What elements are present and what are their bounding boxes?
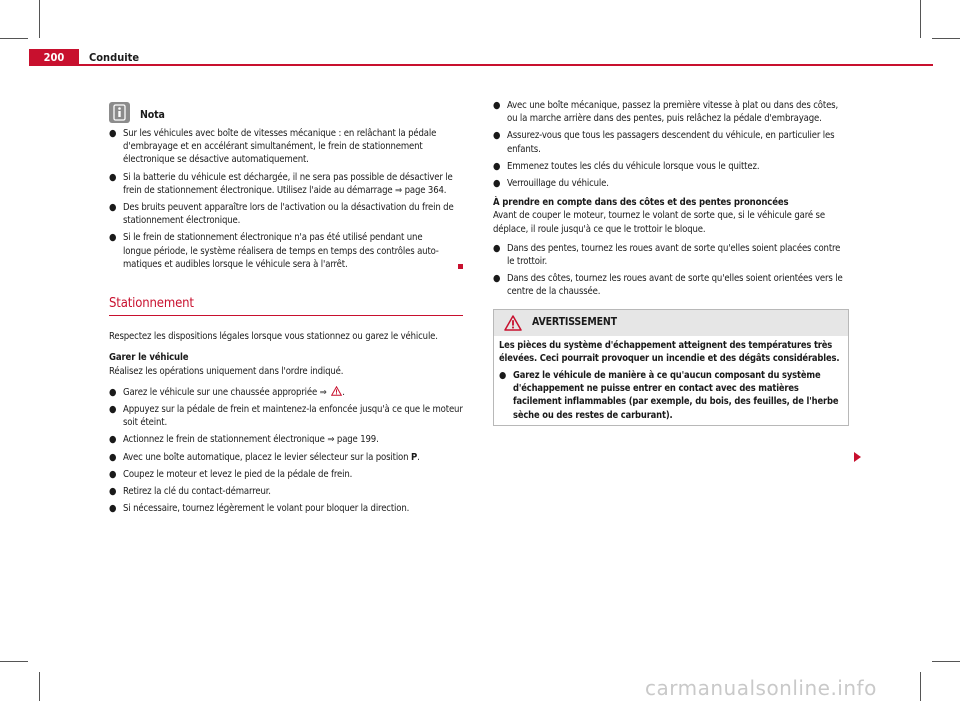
bullet: ● <box>493 273 501 285</box>
right-item-2: Assurez-vous que tous les passagers descendent du véhicule, en particulier les enfants. <box>507 130 835 155</box>
step-2: Appuyez sur la pédale de frein et maintenez-la enfoncée jusqu'à ce que le moteur soit éteint. <box>123 404 463 429</box>
list-item <box>109 403 463 429</box>
step-4-position: P <box>410 451 418 463</box>
continue-arrow-icon <box>854 452 861 462</box>
bullet: ● <box>109 386 117 398</box>
warning-body <box>494 336 848 425</box>
crop-mark <box>920 0 921 38</box>
bullet: ● <box>109 468 117 480</box>
nota-item-4: Si le frein de stationnement électronique n'a pas été utilisé pendant une longue période, le système réalisera de temps en temps des contrôles automatiques et audibles lorsque le véhicule sera à l'arrêt. <box>123 232 439 270</box>
bullet: ● <box>493 242 501 254</box>
step-1: Garez le véhicule sur une chaussée appropriée ⇒ <box>123 386 327 398</box>
bullet: ● <box>109 404 117 416</box>
crop-mark <box>932 661 960 662</box>
step-3: Actionnez le frein de stationnement électronique ⇒ page 199. <box>123 434 379 446</box>
list-item <box>493 129 849 155</box>
bullet: ● <box>109 434 117 446</box>
warning-triangle-icon <box>504 315 522 331</box>
warning-text: Les pièces du système d'échappement atteignent des températures très élevées. Ceci pourrait provoquer un incendie et des dégâts considérables. <box>499 339 840 364</box>
crop-mark <box>932 38 960 39</box>
right-column <box>493 99 849 426</box>
list-item <box>493 99 849 125</box>
header-rule <box>79 64 933 66</box>
left-column <box>109 100 463 519</box>
list-item <box>109 201 463 227</box>
crop-mark <box>0 661 28 662</box>
page-number: 200 <box>43 51 65 64</box>
slope-intro: Avant de couper le moteur, tournez le volant de sorte que, si le véhicule garé se déplace, il roule jusqu'à ce que le trottoir le bloque. <box>493 210 825 235</box>
subhead-intro: Réalisez les opérations uniquement dans l'ordre indiqué. <box>109 365 344 377</box>
slope-item-1: Dans des pentes, tournez les roues avant de sorte qu'elles soient placées contre le trottoir. <box>507 242 841 268</box>
list-item <box>493 160 849 173</box>
section-intro: Respectez les dispositions légales lorsque vous stationnez ou garez le véhicule. <box>109 331 438 343</box>
running-title: Conduite <box>89 51 140 64</box>
crop-mark <box>920 672 921 701</box>
slope-subhead: À prendre en compte dans des côtes et des pentes prononcées <box>493 197 789 209</box>
list-item <box>493 177 849 190</box>
list-item <box>109 433 463 446</box>
step-6: Retirez la clé du contact-démarreur. <box>123 486 271 498</box>
bullet: ● <box>493 160 501 172</box>
list-item <box>109 468 463 481</box>
bullet: ● <box>109 503 117 515</box>
bullet: ● <box>109 202 117 214</box>
end-marker <box>458 264 463 269</box>
bullet: ● <box>499 370 507 382</box>
list-item <box>109 502 463 515</box>
nota-item-2: Si la batterie du véhicule est déchargée, il ne sera pas possible de désactiver le frein de stationnement électronique. Utilisez l'aide au démarrage ⇒ page 364. <box>123 171 453 196</box>
bullet: ● <box>109 171 117 183</box>
slope-item-2: Dans des côtes, tournez les roues avant de sorte qu'elles soient orientées vers le centre de la chaussée. <box>507 273 843 298</box>
nota-item-3: Des bruits peuvent apparaître lors de l'activation ou la désactivation du frein de stationnement électronique. <box>123 202 454 227</box>
bullet: ● <box>109 128 117 139</box>
bullet: ● <box>493 100 501 111</box>
list-item <box>109 127 463 167</box>
bullet: ● <box>109 486 117 498</box>
warning-triangle-icon <box>331 386 342 396</box>
crop-mark <box>39 672 40 701</box>
section-title: Stationnement <box>109 297 463 316</box>
bullet: ● <box>109 451 117 463</box>
crop-mark <box>0 38 28 39</box>
warning-header <box>494 310 848 336</box>
list-item <box>493 272 849 298</box>
step-7: Si nécessaire, tournez légèrement le volant pour bloquer la direction. <box>123 503 410 515</box>
warning-title: AVERTISSEMENT <box>532 316 617 329</box>
right-item-3: Emmenez toutes les clés du véhicule lorsque vous le quittez. <box>507 160 760 172</box>
step-5: Coupez le moteur et levez le pied de la pédale de frein. <box>123 468 353 480</box>
step-4-end: . <box>417 451 420 463</box>
nota-header <box>109 100 463 124</box>
nota-item-1: Sur les véhicules avec boîte de vitesses mécanique : en relâchant la pédale d'embrayage et en accélérant simultanément, le frein de stationnement électronique se désactive automatiquement. <box>123 128 437 166</box>
list-item: ● Garez le véhicule sur une chaussée appropriée ⇒ . <box>109 386 345 398</box>
crop-mark <box>39 0 40 38</box>
list-item <box>109 485 463 498</box>
list-item <box>109 171 463 197</box>
step-4: Avec une boîte automatique, placez le levier sélecteur sur la position <box>123 451 409 463</box>
info-icon <box>109 102 130 123</box>
list-item <box>109 231 463 271</box>
bullet: ● <box>493 178 501 190</box>
warning-box <box>493 309 849 426</box>
bullet: ● <box>109 232 117 244</box>
right-item-1: Avec une boîte mécanique, passez la première vitesse à plat ou dans des côtes, ou la marche arrière dans des pentes, puis relâchez la pédale d'embrayage. <box>507 100 839 125</box>
list-item <box>109 451 463 464</box>
warning-bullet: Garez le véhicule de manière à ce qu'aucun composant du système d'échappement ne puisse entrer en contact avec des matières facilement inflammables (par exemple, du bois, des feuilles, de l'herbe sèche ou des restes de carburant). <box>513 370 839 421</box>
nota-title: Nota <box>140 109 165 122</box>
bullet: ● <box>493 130 501 142</box>
right-item-4: Verrouillage du véhicule. <box>507 178 609 190</box>
subhead-garer: Garer le véhicule <box>109 352 189 364</box>
watermark: carmanualsonline.info <box>645 676 877 700</box>
list-item <box>493 242 849 268</box>
list-item <box>499 369 843 422</box>
